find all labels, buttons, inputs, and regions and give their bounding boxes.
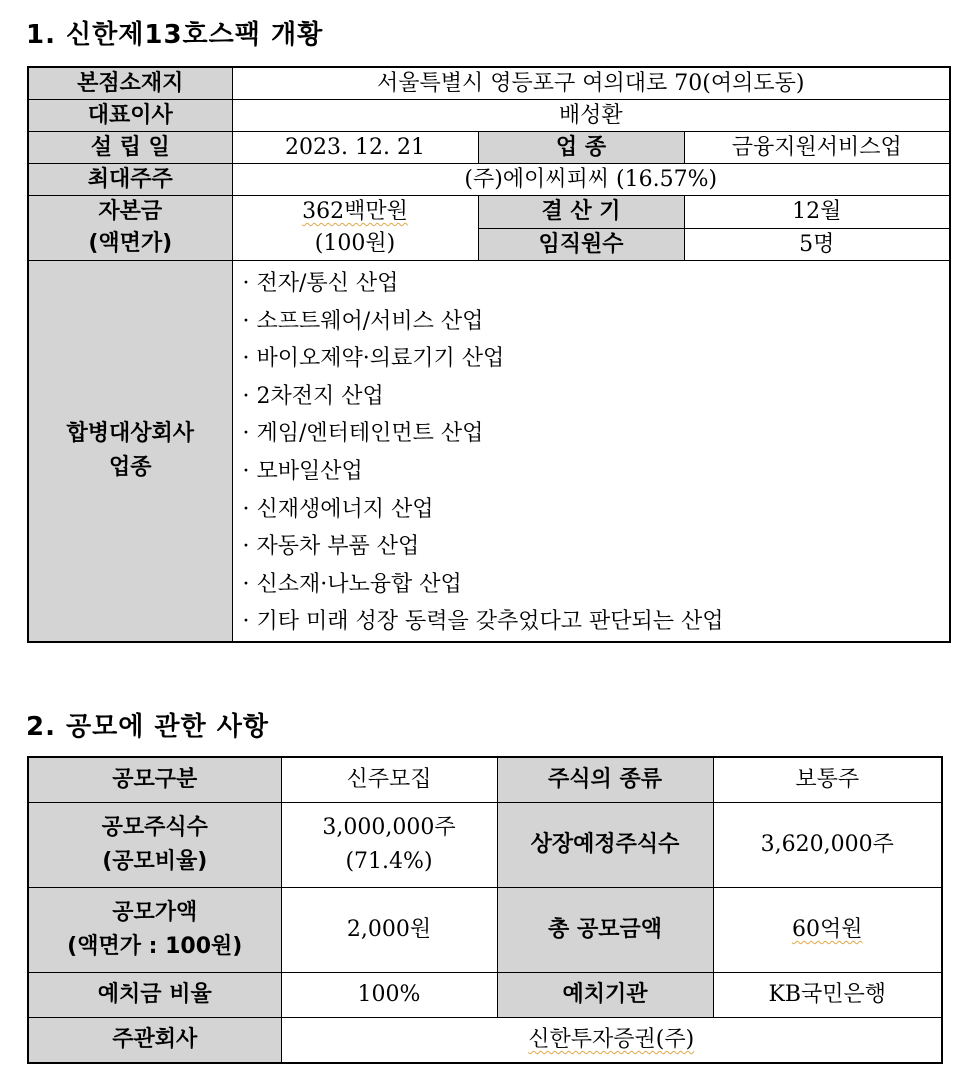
deposit-org-label: 예치기관	[497, 973, 713, 1018]
listed-shares-value: 3,620,000주	[713, 803, 942, 888]
table-row	[28, 164, 950, 196]
list-item: · 모바일산업	[242, 458, 363, 484]
industry-label: 업 종	[478, 132, 684, 164]
employees-label: 임직원수	[478, 228, 684, 261]
total-offering-value	[713, 888, 942, 973]
underwriter-label: 주관회사	[28, 1018, 281, 1064]
shareholder-value: (주)에이씨피씨 (16.57%)	[232, 164, 950, 196]
offering-shares-label-line2: (공모비율)	[102, 849, 208, 874]
hq-label: 본점소재지	[28, 67, 232, 100]
offering-type-label: 공모구분	[28, 757, 281, 803]
table-row	[28, 261, 950, 642]
deposit-org-value: KB국민은행	[713, 973, 942, 1018]
list-item: · 신재생에너지 산업	[242, 496, 434, 522]
capital-label-line2: (액면가)	[88, 231, 173, 256]
stock-kind-value: 보통주	[713, 757, 942, 803]
founded-value: 2023. 12. 21	[232, 132, 478, 164]
offering-shares-label	[28, 803, 281, 888]
founded-label: 설 립 일	[28, 132, 232, 164]
capital-value-line2: (100원)	[314, 231, 396, 256]
capital-label	[28, 196, 232, 261]
stock-kind-label: 주식의 종류	[497, 757, 713, 803]
fiscal-label: 결 산 기	[478, 196, 684, 229]
table-row	[28, 757, 942, 803]
target-industry-list	[232, 261, 950, 642]
deposit-ratio-value: 100%	[281, 973, 497, 1018]
offering-shares-value	[281, 803, 497, 888]
capital-value	[232, 196, 478, 261]
offering-price-label	[28, 888, 281, 973]
offering-table	[27, 756, 943, 1064]
ceo-value: 배성환	[232, 100, 950, 132]
list-item: · 바이오제약·의료기기 산업	[242, 346, 505, 372]
underwriter-value-text: 신한투자증권(주)	[528, 1027, 695, 1052]
total-offering-label: 총 공모금액	[497, 888, 713, 973]
target-industry-label	[28, 261, 232, 642]
section2-title: 2. 공모에 관한 사항	[26, 712, 269, 742]
list-item: · 기타 미래 성장 동력을 갖추었다고 판단되는 산업	[242, 609, 724, 635]
table-row	[28, 196, 950, 229]
industry-value: 금융지원서비스업	[684, 132, 950, 164]
listed-shares-label: 상장예정주식수	[497, 803, 713, 888]
offering-price-label-line2: (액면가 : 100원)	[67, 934, 243, 959]
table-row	[28, 1018, 942, 1064]
offering-price-label-line1: 공모가액	[112, 900, 198, 925]
table-row	[28, 100, 950, 132]
offering-price-value: 2,000원	[281, 888, 497, 973]
capital-value-line1: 362백만원	[302, 199, 408, 224]
employees-value: 5명	[684, 228, 950, 261]
list-item: · 신소재·나노융합 산업	[242, 571, 462, 597]
table-row	[28, 132, 950, 164]
list-item: · 2차전지 산업	[242, 383, 384, 409]
table-row	[28, 888, 942, 973]
offering-type-value: 신주모집	[281, 757, 497, 803]
target-label-line1: 합병대상회사	[66, 420, 194, 446]
list-item: · 게임/엔터테인먼트 산업	[242, 421, 484, 447]
capital-label-line1: 자본금	[98, 199, 163, 224]
ceo-label: 대표이사	[28, 100, 232, 132]
deposit-ratio-label: 예치금 비율	[28, 973, 281, 1018]
offering-shares-label-line1: 공모주식수	[101, 815, 208, 840]
list-item: · 소프트웨어/서비스 산업	[242, 308, 484, 334]
company-overview-table	[27, 66, 951, 643]
shareholder-label: 최대주주	[28, 164, 232, 196]
total-offering-value-text: 60억원	[792, 917, 863, 942]
section1-title: 1. 신한제13호스팩 개황	[26, 20, 324, 50]
fiscal-value: 12월	[684, 196, 950, 229]
underwriter-value	[281, 1018, 942, 1064]
list-item: · 전자/통신 산업	[242, 271, 399, 296]
table-row	[28, 803, 942, 888]
target-label-line2: 업종	[108, 454, 152, 480]
offering-shares-value-line1: 3,000,000주	[322, 815, 456, 840]
hq-value: 서울특별시 영등포구 여의대로 70(여의도동)	[232, 67, 950, 100]
table-row	[28, 67, 950, 100]
list-item: · 자동차 부품 산업	[242, 534, 420, 560]
table-row	[28, 973, 942, 1018]
offering-shares-value-line2: (71.4%)	[345, 849, 433, 874]
